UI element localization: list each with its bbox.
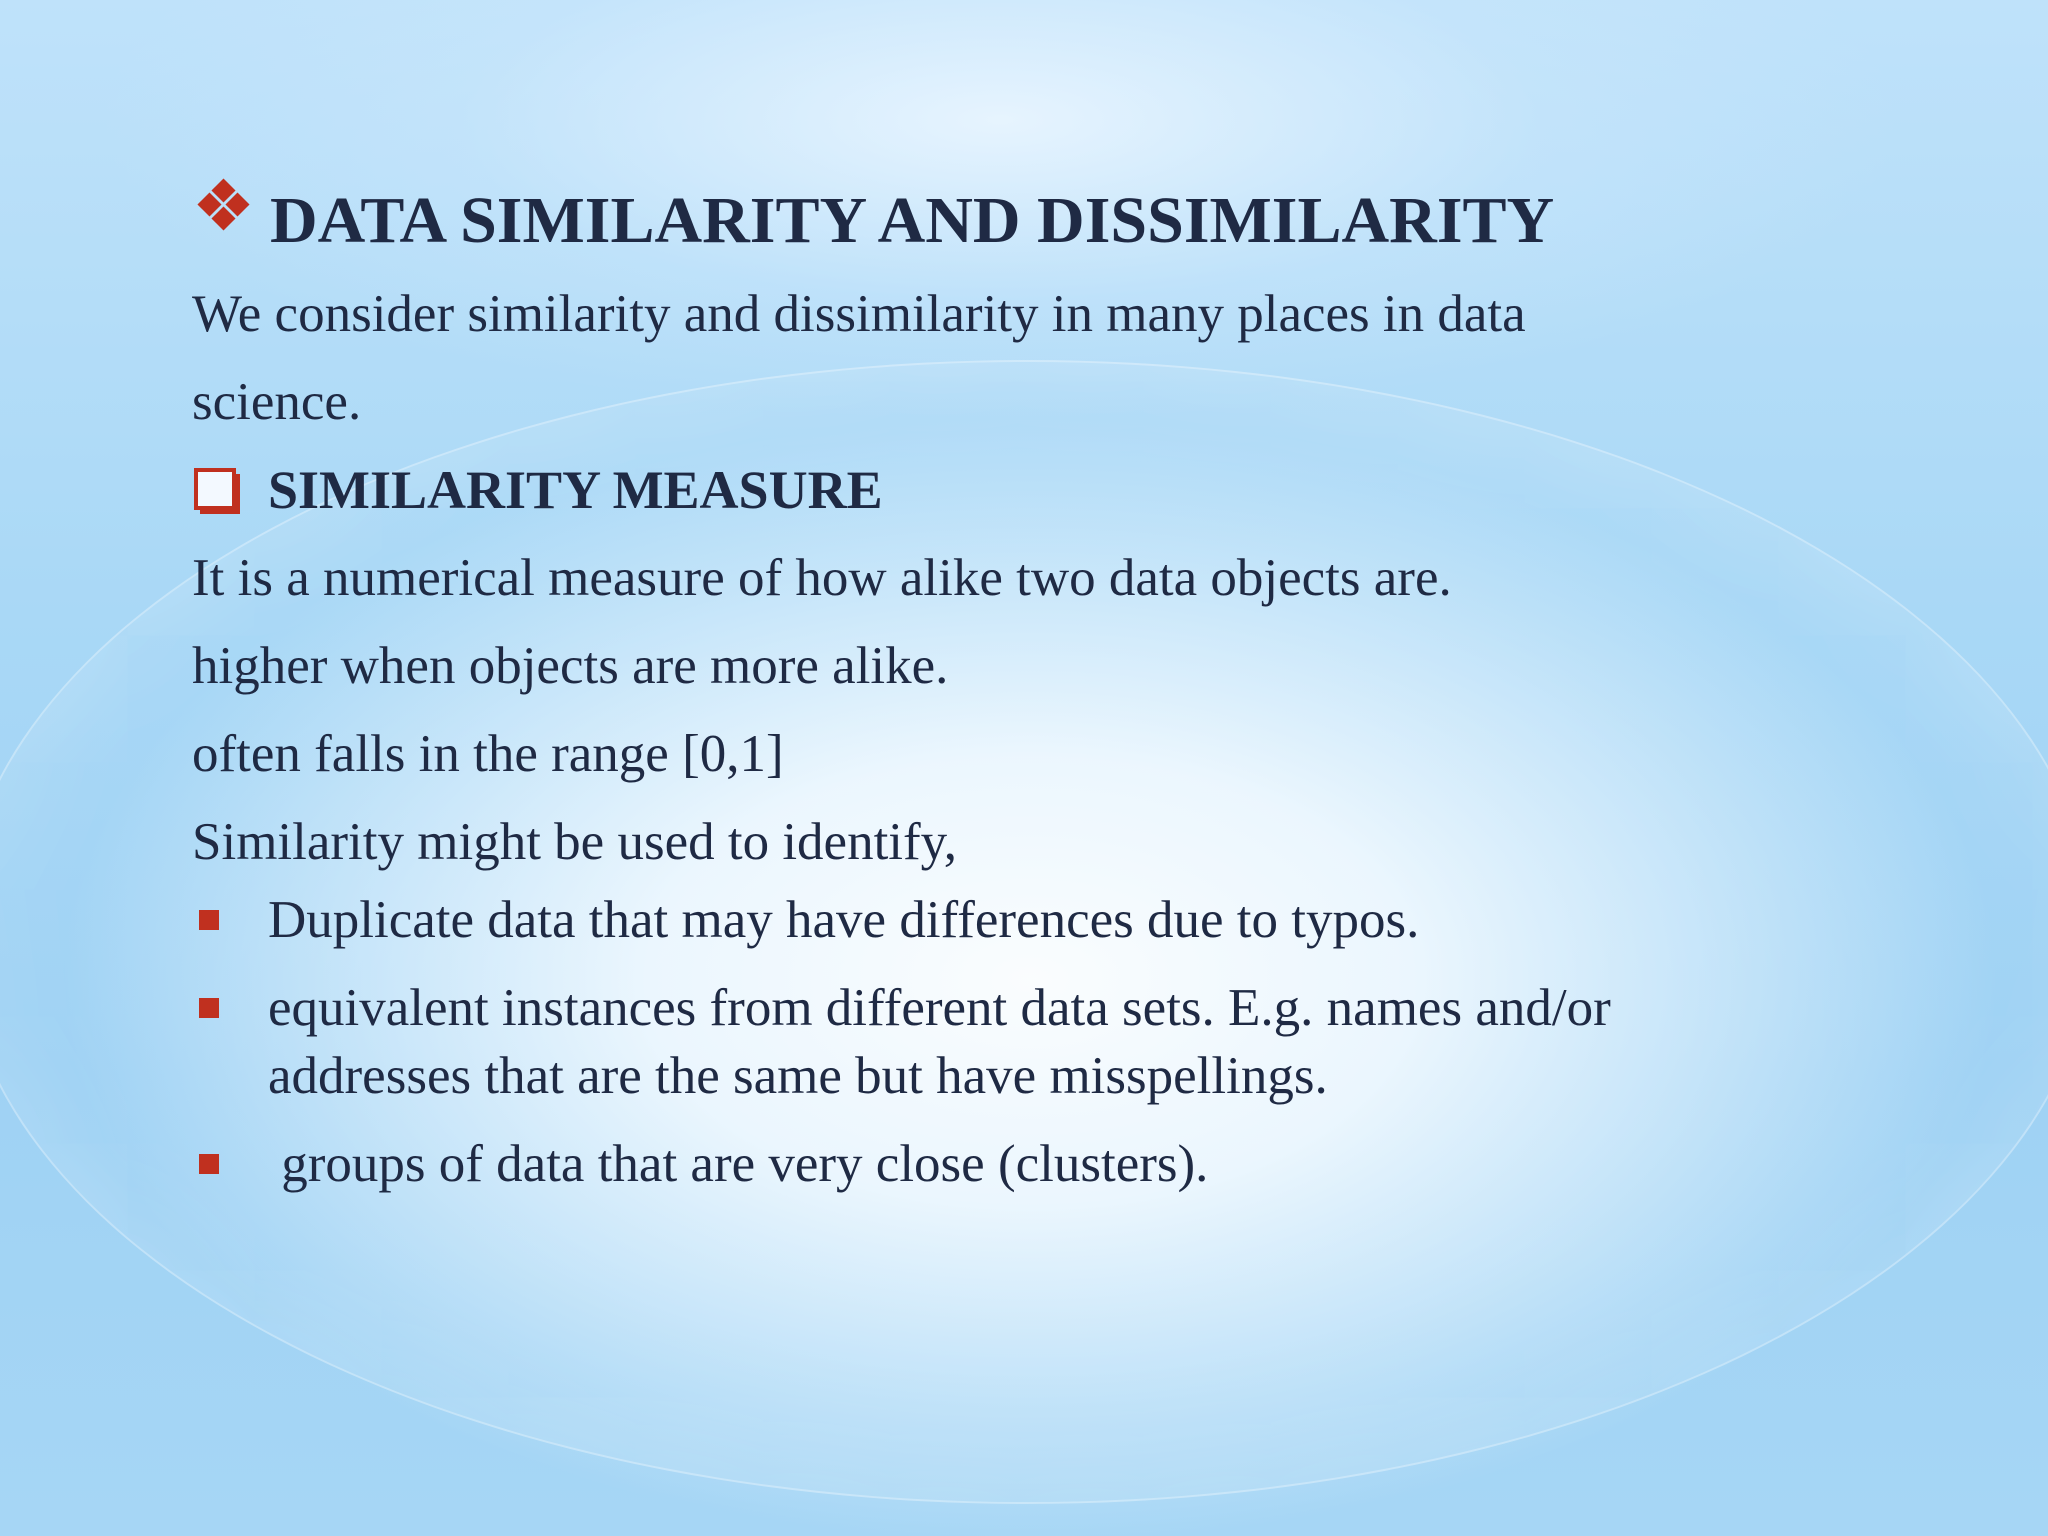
- definition-line: It is a numerical measure of how alike two data objects are.: [192, 549, 1452, 607]
- slide-heading: [192, 180, 1832, 270]
- bullet-text: groups of data that are very close (clusters).: [268, 1135, 1209, 1193]
- bullet-text: Duplicate data that may have differences due to typos.: [268, 891, 1420, 949]
- square-bullet-icon: [192, 974, 268, 1042]
- bullet-text: equivalent instances from different data sets. E.g. names and/or addresses that are the same but have misspellings.: [268, 979, 1611, 1105]
- intro-line-1: We consider similarity and dissimilarity in many places in data: [192, 285, 1526, 343]
- list-item: [192, 886, 1832, 954]
- usage-intro-line: Similarity might be used to identify,: [192, 813, 957, 871]
- heading-text: DATA SIMILARITY AND DISSIMILARITY: [270, 184, 1555, 257]
- square-bullet-icon: [192, 886, 268, 954]
- usage-bullet-list: [192, 886, 1832, 1198]
- subheading: [192, 446, 1832, 534]
- intro-line-2: science.: [192, 373, 362, 431]
- property-line-higher: higher when objects are more alike.: [192, 637, 949, 695]
- four-diamonds-icon: [192, 180, 270, 250]
- subheading-text: SIMILARITY MEASURE: [268, 460, 883, 520]
- list-item: [192, 974, 1832, 1110]
- square-bullet-icon: [192, 1130, 268, 1198]
- slide-content: [192, 180, 1832, 1218]
- list-item: [192, 1130, 1832, 1198]
- property-line-range: often falls in the range [0,1]: [192, 725, 784, 783]
- shadowed-box-icon: [192, 446, 268, 534]
